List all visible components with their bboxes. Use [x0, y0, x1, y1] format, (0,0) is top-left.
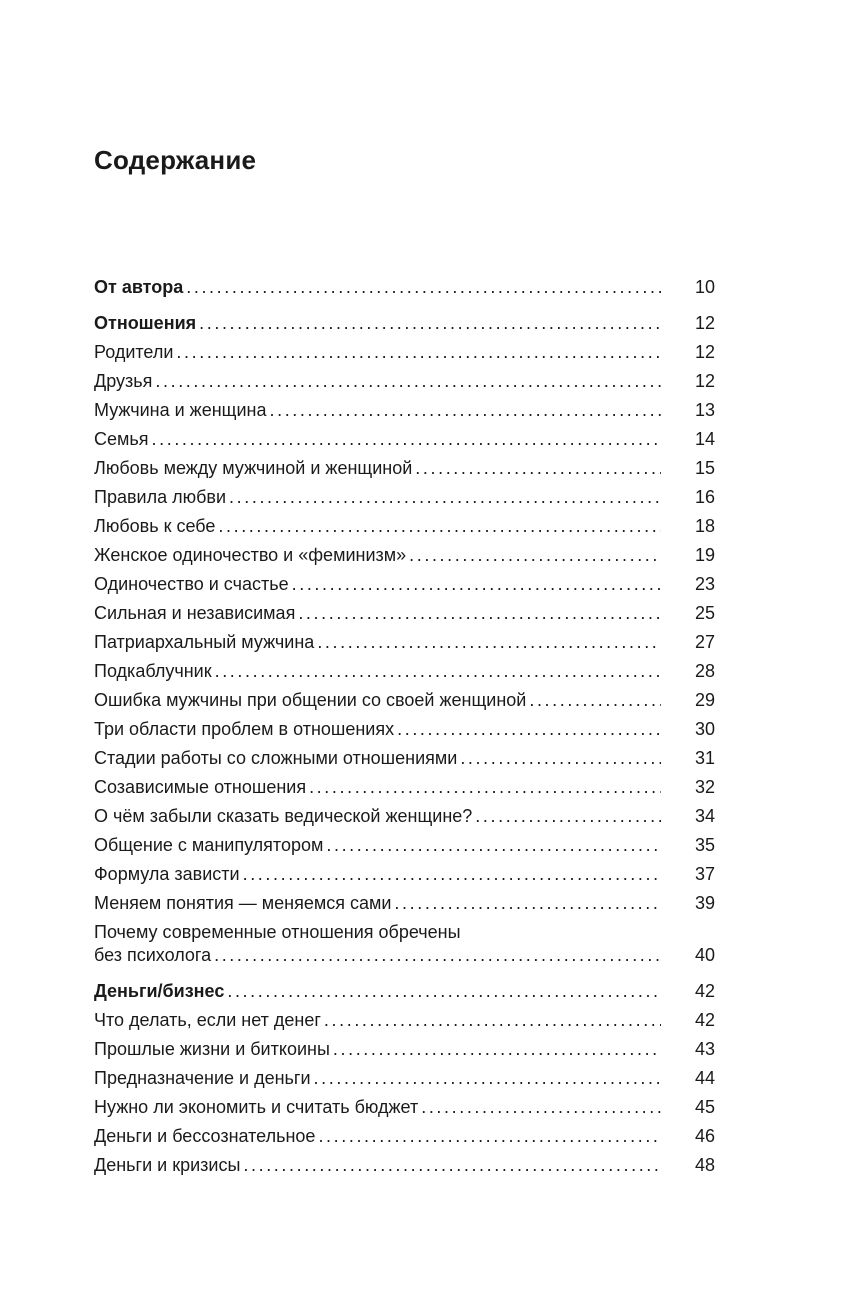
dot-leader — [394, 892, 661, 915]
table-of-contents — [94, 276, 715, 1183]
toc-entry[interactable] — [94, 399, 715, 422]
toc-entry-title: Формула зависти — [94, 864, 240, 884]
dot-leader — [318, 1125, 661, 1148]
toc-entry[interactable] — [94, 863, 715, 886]
dot-leader — [214, 944, 661, 967]
toc-entry-page: 15 — [694, 458, 715, 478]
toc-entry-page: 34 — [694, 806, 715, 826]
toc-entry-page: 10 — [694, 277, 715, 297]
toc-entry-title: Друзья — [94, 371, 153, 391]
toc-entry[interactable] — [94, 1125, 715, 1148]
toc-entry-title: Мужчина и женщина — [94, 400, 267, 420]
toc-entry-title: Общение с манипулятором — [94, 835, 324, 855]
toc-entry-title: Любовь между мужчиной и женщиной — [94, 458, 413, 478]
toc-entry-page: 30 — [694, 719, 715, 739]
toc-section-money-business[interactable] — [94, 980, 715, 1003]
dot-leader — [298, 602, 661, 625]
toc-entry[interactable] — [94, 660, 715, 683]
dot-leader — [460, 747, 661, 770]
toc-entry-title: Стадии работы со сложными отношениями — [94, 748, 458, 768]
toc-entry-title: Подкаблучник — [94, 661, 212, 681]
toc-entry-title: Отношения — [94, 313, 197, 333]
toc-entry-from-author[interactable] — [94, 276, 715, 299]
dot-leader — [314, 1067, 661, 1090]
dot-leader — [155, 370, 661, 393]
toc-entry-page: 44 — [694, 1068, 715, 1088]
dot-leader — [529, 689, 661, 712]
toc-entry-page: 46 — [694, 1126, 715, 1146]
toc-entry[interactable] — [94, 1154, 715, 1177]
toc-entry-title: Патриархальный мужчина — [94, 632, 315, 652]
toc-entry-page: 48 — [694, 1155, 715, 1175]
toc-entry[interactable] — [94, 631, 715, 654]
dot-leader — [409, 544, 661, 567]
toc-entry-page: 28 — [694, 661, 715, 681]
dot-leader — [309, 776, 661, 799]
toc-entry-title: Деньги/бизнес — [94, 981, 225, 1001]
dot-leader — [227, 980, 661, 1003]
toc-entry-title: Родители — [94, 342, 174, 362]
dot-leader — [475, 805, 661, 828]
toc-entry-page: 42 — [694, 981, 715, 1001]
toc-entry-title-line2: без психолога — [94, 945, 212, 965]
toc-entry-page: 39 — [694, 893, 715, 913]
toc-entry-title-wrap — [94, 921, 661, 967]
toc-entry[interactable] — [94, 776, 715, 799]
toc-entry-title: Семья — [94, 429, 149, 449]
toc-entry-title: Ошибка мужчины при общении со своей женщиной — [94, 690, 527, 710]
dot-leader — [292, 573, 661, 596]
toc-entry-page: 13 — [694, 400, 715, 420]
toc-entry[interactable] — [94, 1096, 715, 1119]
toc-entry-title: О чём забыли сказать ведической женщине? — [94, 806, 473, 826]
toc-entry[interactable] — [94, 805, 715, 828]
toc-entry-title: Нужно ли экономить и считать бюджет — [94, 1097, 419, 1117]
toc-entry-title: Женское одиночество и «феминизм» — [94, 545, 407, 565]
toc-entry-page: 45 — [694, 1097, 715, 1117]
dot-leader — [333, 1038, 661, 1061]
toc-entry-page: 42 — [694, 1010, 715, 1030]
toc-entry-title: Одиночество и счастье — [94, 574, 289, 594]
dot-leader — [326, 834, 661, 857]
toc-entry-title-line1: Почему современные отношения обречены — [94, 922, 461, 942]
toc-entry-page: 16 — [694, 487, 715, 507]
toc-entry[interactable] — [94, 834, 715, 857]
toc-entry[interactable] — [94, 486, 715, 509]
dot-leader — [152, 428, 661, 451]
toc-entry-title: Сильная и независимая — [94, 603, 296, 623]
dot-leader — [415, 457, 661, 480]
toc-entry[interactable] — [94, 1067, 715, 1090]
toc-entry-title: Что делать, если нет денег — [94, 1010, 321, 1030]
toc-entry[interactable] — [94, 747, 715, 770]
dot-leader — [243, 1154, 661, 1177]
toc-entry-title: Предназначение и деньги — [94, 1068, 311, 1088]
toc-entry[interactable] — [94, 341, 715, 364]
dot-leader — [421, 1096, 661, 1119]
toc-entry-page: 25 — [694, 603, 715, 623]
toc-entry-page: 43 — [694, 1039, 715, 1059]
toc-entry-page: 35 — [694, 835, 715, 855]
dot-leader — [397, 718, 661, 741]
toc-entry-title: Три области проблем в отношениях — [94, 719, 395, 739]
dot-leader — [317, 631, 661, 654]
toc-entry[interactable] — [94, 544, 715, 567]
dot-leader — [243, 863, 661, 886]
toc-entry[interactable] — [94, 457, 715, 480]
toc-entry[interactable] — [94, 428, 715, 451]
toc-entry-page: 12 — [694, 342, 715, 362]
toc-entry-page: 40 — [694, 945, 715, 965]
toc-entry[interactable] — [94, 689, 715, 712]
dot-leader — [270, 399, 662, 422]
dot-leader — [199, 312, 661, 335]
toc-entry-page: 37 — [694, 864, 715, 884]
toc-entry-title: Прошлые жизни и биткоины — [94, 1039, 330, 1059]
toc-entry-title: От автора — [94, 277, 184, 297]
toc-entry-title: Деньги и кризисы — [94, 1155, 241, 1175]
dot-leader — [176, 341, 661, 364]
toc-entry-page: 19 — [694, 545, 715, 565]
dot-leader — [324, 1009, 661, 1032]
toc-entry-page: 12 — [694, 313, 715, 333]
dot-leader — [215, 660, 661, 683]
dot-leader — [186, 276, 661, 299]
toc-entry-title: Правила любви — [94, 487, 227, 507]
toc-entry-page: 14 — [694, 429, 715, 449]
toc-entry[interactable] — [94, 573, 715, 596]
toc-entry-title: Деньги и бессознательное — [94, 1126, 316, 1146]
toc-entry-multiline[interactable] — [94, 921, 715, 967]
toc-entry-page: 18 — [694, 516, 715, 536]
toc-entry-page: 27 — [694, 632, 715, 652]
toc-entry-title: Меняем понятия — меняемся сами — [94, 893, 392, 913]
dot-leader — [229, 486, 661, 509]
toc-entry[interactable] — [94, 515, 715, 538]
toc-entry[interactable] — [94, 602, 715, 625]
toc-entry[interactable] — [94, 1009, 715, 1032]
toc-entry[interactable] — [94, 892, 715, 915]
dot-leader — [218, 515, 661, 538]
toc-entry[interactable] — [94, 718, 715, 741]
toc-entry[interactable] — [94, 370, 715, 393]
toc-entry-page: 23 — [694, 574, 715, 594]
toc-entry-page: 31 — [694, 748, 715, 768]
toc-entry-page: 12 — [694, 371, 715, 391]
toc-section-relationships[interactable] — [94, 312, 715, 335]
toc-entry-title: Любовь к себе — [94, 516, 216, 536]
page-title: Содержание — [94, 145, 257, 175]
toc-entry[interactable] — [94, 1038, 715, 1061]
toc-entry-title: Созависимые отношения — [94, 777, 307, 797]
toc-entry-page: 32 — [694, 777, 715, 797]
toc-entry-page: 29 — [694, 690, 715, 710]
